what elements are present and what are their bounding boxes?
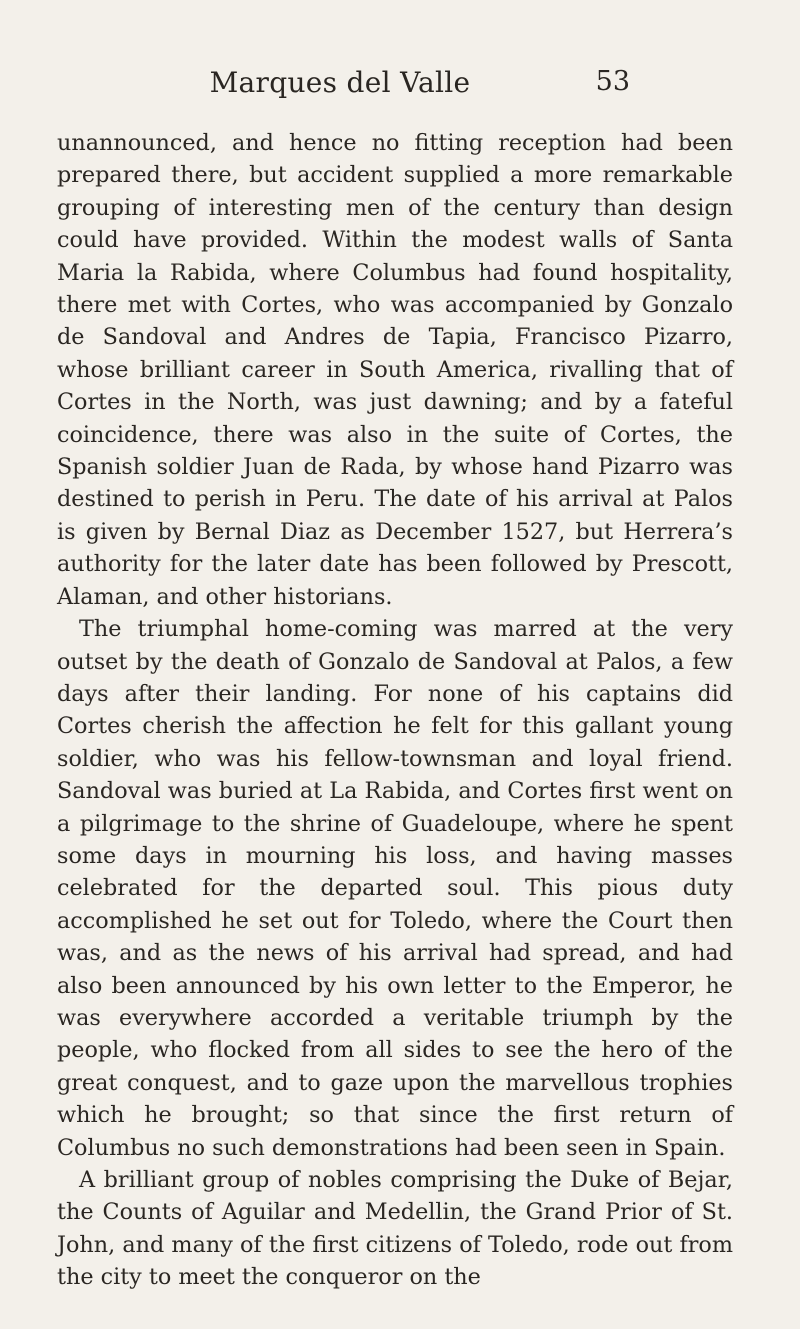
page-number: 53 xyxy=(595,66,630,97)
paragraph-2: The triumphal home-coming was marred at the very outset by the death of Gonzalo de Sandoval at Palos, a few days after their landing. For none of his captains did Cortes cherish the affection he felt for this gallant young soldier, who was his fellow-townsman and loyal friend. Sandoval was buried at La Rabida, and Cortes first went on a pilgrimage to the shrine of Guadeloupe, where he spent some days in mourning his loss, and having masses celebrated for the departed soul. This pious duty accomplished he set out for Toledo, where the Court then was, and as the news of his arrival had spread, and had also been announced by his own letter to the Emperor, he was everywhere accorded a veritable triumph by the people, who flocked from all sides to see the hero of the great conquest, and to gaze upon the marvellous trophies which he brought; so that since the first return of Columbus no such demonstrations had been seen in Spain. xyxy=(57,616,733,1161)
page-header xyxy=(0,66,800,106)
running-title: Marques del Valle xyxy=(209,66,471,99)
paragraph-3: A brilliant group of nobles comprising the Duke of Bejar, the Counts of Aguilar and Medellin, the Grand Prior of St. John, and many of the first citizens of Toledo, rode out from the city to meet the conqueror on the xyxy=(57,1167,733,1291)
paragraph-1: unannounced, and hence no fitting reception had been prepared there, but accident supplied a more remarkable grouping of interesting men of the century than design could have provided. Within the modest walls of Santa Maria la Rabida, where Columbus had found hospitality, there met with Cortes, who was accompanied by Gonzalo de Sandoval and Andres de Tapia, Francisco Pizarro, whose brilliant career in South America, rivalling that of Cortes in the North, was just dawning; and by a fateful coincidence, there was also in the suite of Cortes, the Spanish soldier Juan de Rada, by whose hand Pizarro was destined to perish in Peru. The date of his arrival at Palos is given by Bernal Diaz as December 1527, but Herrera’s authority for the later date has been followed by Prescott, Alaman, and other historians. xyxy=(57,130,733,610)
body-text xyxy=(57,127,733,1294)
